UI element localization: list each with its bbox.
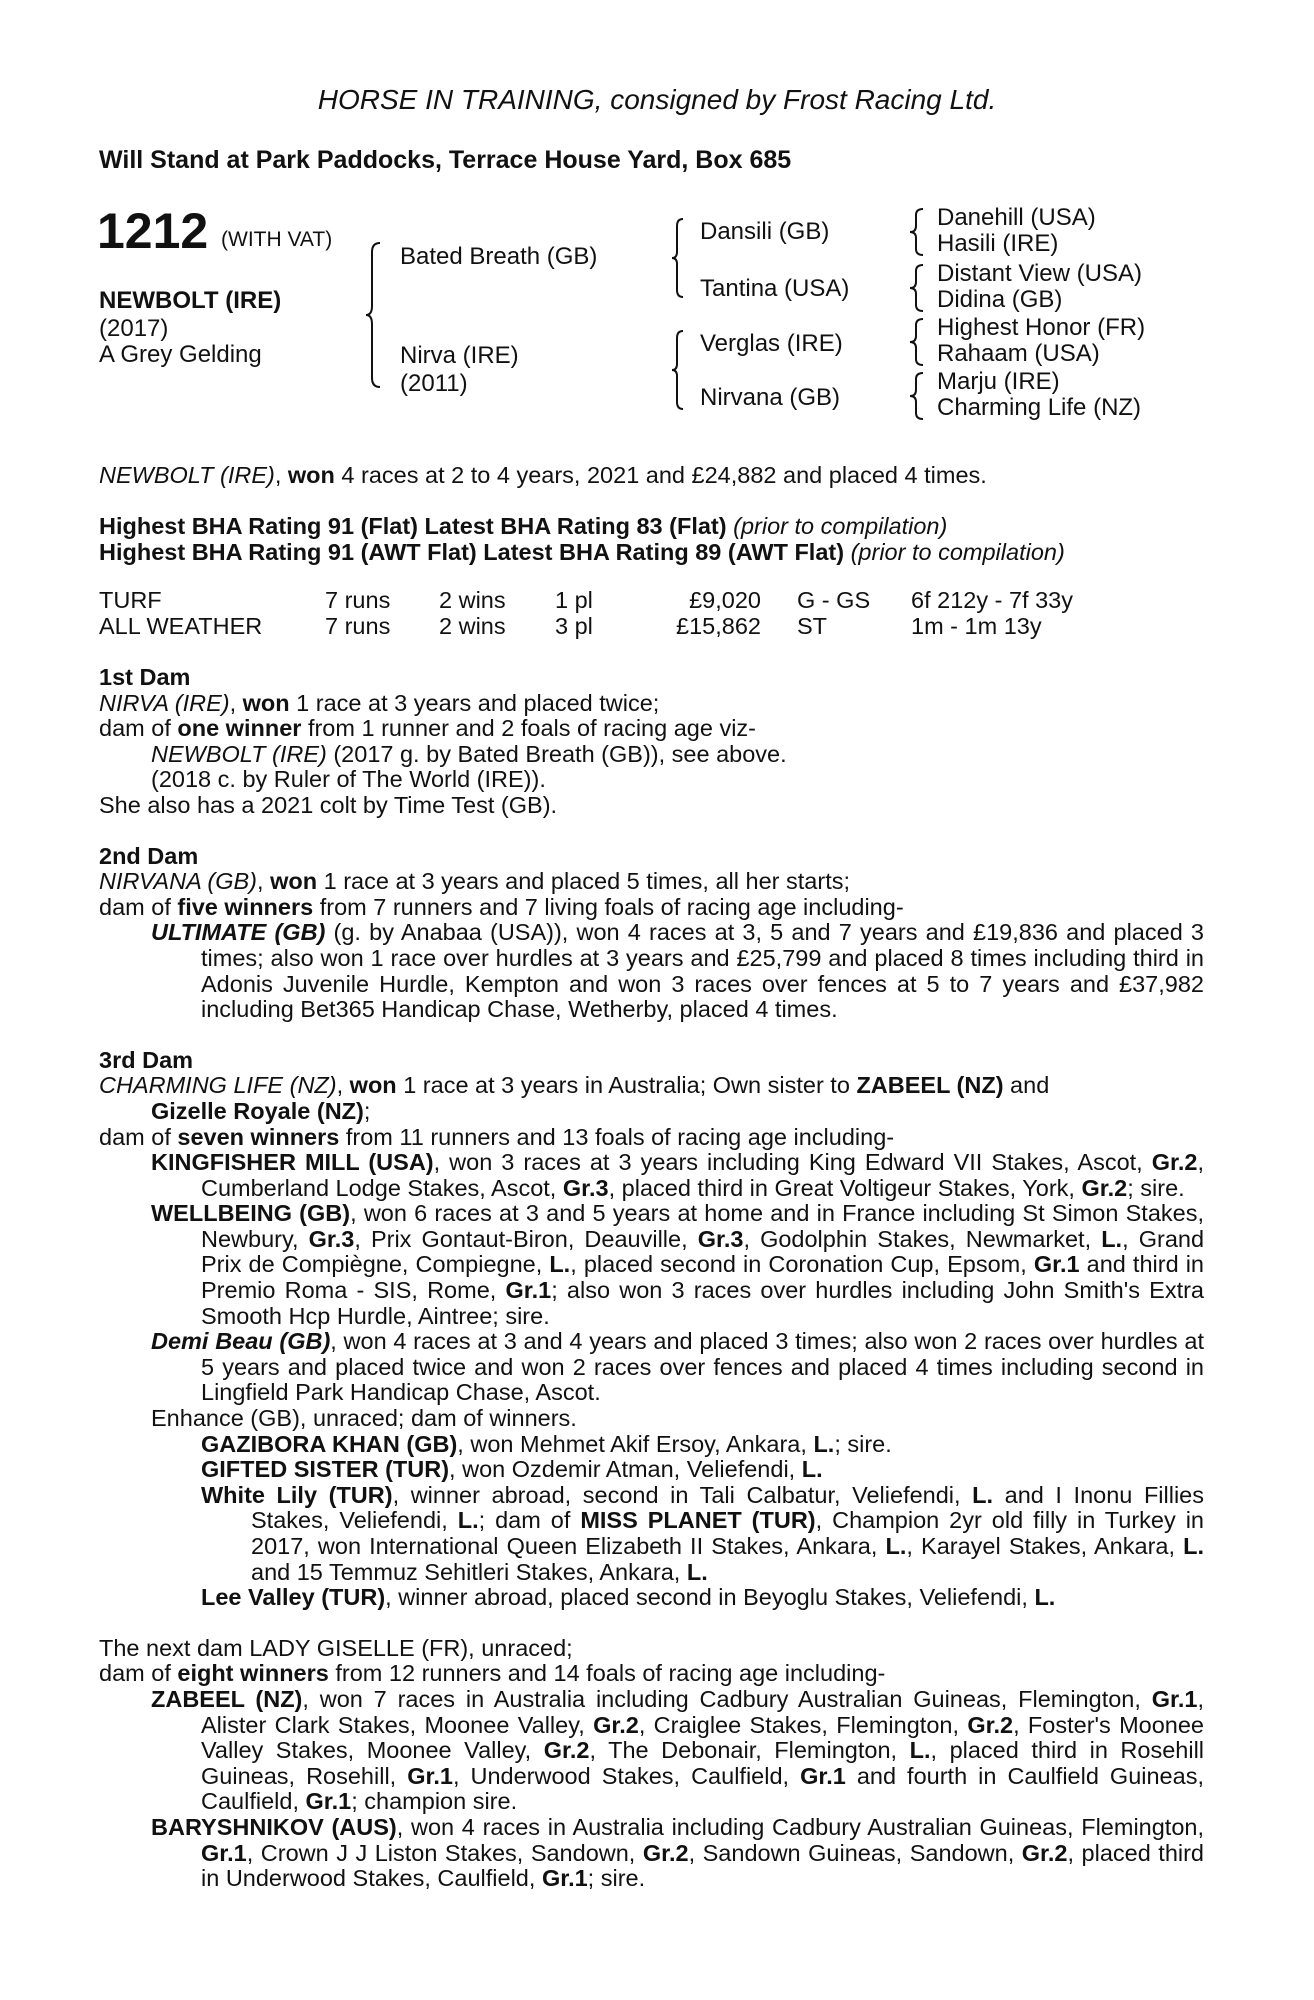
race-summary: NEWBOLT (IRE), won 4 races at 2 to 4 years, 2021 and £24,882 and placed 4 times. [99,462,987,488]
pedigree-brace-g4-4 [907,370,927,422]
pedigree-dam-year: (2011) [400,370,468,397]
first-dam-heading: 1st Dam [99,664,191,690]
pedigree-brace-dam [669,328,687,412]
pedigree-gen4-6: Rahaam (USA) [937,340,1100,367]
pedigree-gen3-4: Nirvana (GB) [700,384,841,411]
horse-name: NEWBOLT (IRE) [99,287,282,314]
second-dam-heading: 2nd Dam [99,842,199,869]
pedigree-dam: Nirva (IRE) [400,342,519,369]
pedigree-gen4-4: Didina (GB) [937,286,1063,313]
third-dam-heading: 3rd Dam [99,1046,194,1073]
pedigree-brace-main [364,240,386,390]
awt-rating: Highest BHA Rating 91 (AWT Flat) Latest BHA Rating 89 (AWT Flat) [99,538,845,565]
performance-table [99,587,1073,639]
next-dam-line: The next dam LADY GISELLE (FR), unraced; [99,1634,573,1661]
lot-number: 1212 [97,203,209,259]
consignment-title: HORSE IN TRAINING, consigned by Frost Racing Ltd. [317,84,997,115]
table-row: TURF 7 runs 2 wins 1 pl £9,020 G - GS 6f 212y - 7f 33y [99,587,1073,613]
pedigree-gen4-1: Danehill (USA) [937,204,1096,231]
stand-location: Will Stand at Park Paddocks, Terrace House Yard, Box 685 [99,146,792,174]
flat-rating: Highest BHA Rating 91 (Flat) Latest BHA Rating 83 (Flat) [99,513,727,539]
horse-description: A Grey Gelding [99,341,262,368]
pedigree-gen4-5: Highest Honor (FR) [937,314,1146,341]
pedigree-gen3-1: Dansili (GB) [700,218,830,245]
vat-note: (WITH VAT) [221,228,333,251]
summary-horse-name: NEWBOLT (IRE) [99,462,275,488]
pedigree-gen4-2: Hasili (IRE) [937,230,1059,257]
pedigree-gen4-7: Marju (IRE) [937,368,1060,395]
pedigree-gen3-3: Verglas (IRE) [700,330,843,357]
pedigree-gen3-2: Tantina (USA) [700,275,850,302]
table-row: ALL WEATHER 7 runs 2 wins 3 pl £15,862 ST 1m - 1m 13y [99,613,1042,639]
pedigree-sire: Bated Breath (GB) [400,243,598,270]
pedigree-gen4-3: Distant View (USA) [937,260,1142,287]
pedigree-gen4-8: Charming Life (NZ) [937,394,1142,421]
pedigree-brace-g4-1 [907,206,927,258]
ratings-block: Highest BHA Rating 91 (Flat) Latest BHA Rating 83 (Flat) (prior to compilation) Highest BHA Rating 91 (AWT Flat) Latest BHA Rating 89 (AWT Flat) (prior to compilation) [99,513,1065,565]
pedigree-brace-g4-2 [907,262,927,314]
foaling-year: (2017) [99,315,169,342]
pedigree-brace-g4-3 [907,316,927,368]
family-section: 1st Dam NIRVA (IRE), won 1 race at 3 years and placed twice; dam of one winner from 1 runner and 2 foals of racing age viz- NEWBOLT (IRE) (2017 g. by Bated Breath (GB)), see above. (2018 c. by Ruler of The World (IRE)). She also has a 2021 colt by Time Test (GB). 2nd Dam NIRVANA (GB), won 1 race at 3 years and placed 5 times, all her starts; dam of five winners from 7 runners and 7 living foals of racing age including- ULTIMATE (GB) (g. by Anabaa (USA)), won 4 races at 3, 5 and 7 years and £19,836 and placed 3 times; also won 1 race over hurdles at 3 years and £25,799 and placed 8 times including third in Adonis Juvenile Hurdle, Kempton and won 3 races over fences at 5 to 7 years and £37,982 including Bet365 Handicap Chase, Wetherby, placed 4 times. 3rd Dam CHARMING LIFE (NZ), won 1 race at 3 years in Australia; Own sister to ZABEEL (NZ) and Gizelle Royale (NZ); dam of seven winners from 11 runners and 13 foals of racing age including- KINGFISHER MILL (USA), won 3 races at 3 years including King Edward VII Stakes, Ascot, Gr.2, Cumberland Lodge Stakes, Ascot, Gr.3, placed third in Great Voltigeur Stakes, York, Gr.2; sire. WELLBEING (GB), won 6 races at 3 and 5 years at home and in France including St Simon Stakes, Newbury, Gr.3, Prix Gontaut-Biron, Deauville, Gr.3, Godolphin Stakes, Newmarket, L., Grand Prix de Compiègne, Compiegne, L., placed second in Coronation Cup, Epsom, Gr.1 and third in Premio Roma - SIS, Rome, Gr.1; also won 3 races over hurdles including John Smith's Extra Smooth Hcp Hurdle, Aintree; sire. Demi Beau (GB), won 4 races at 3 and 4 years and placed 3 times; also won 2 races over hurdles at 5 years and placed twice and won 2 races over fences and placed 4 times including second in Lingfield Park Handicap Chase, Ascot. Enhance (GB), unraced; dam of winners. GAZIBORA KHAN (GB), won Mehmet Akif Ersoy, Ankara, L.; sire. GIFTED SISTER (TUR), won Ozdemir Atman, Veliefendi, L. White Lily (TUR), winner abroad, second in Tali Calbatur, Veliefendi, L. and I Inonu Fillies Stakes, Veliefendi, L.; dam of MISS PLANET (TUR), Champion 2yr old filly in Turkey in 2017, won International Queen Elizabeth II Stakes, Ankara, L., Karayel Stakes, Ankara, L. and 15 Temmuz Sehitleri Stakes, Ankara, L. Lee Valley (TUR), winner abroad, placed second in Beyoglu Stakes, Veliefendi, L. The next dam LADY GISELLE (FR), unraced; dam of eight winners from 12 runners and 14 foals of racing age including- ZABEEL (NZ), won 7 races in Australia including Cadbury Australian Guineas, Flemington, Gr.1, Alister Clark Stakes, Moonee Valley, Gr.2, Craiglee Stakes, Flemington, Gr.2, Foster's Moonee Valley Stakes, Moonee Valley, Gr.2, The Debonair, Flemington, L., placed third in Rosehill Guineas, Rosehill, Gr.1, Underwood Stakes, Caulfield, Gr.1 and fourth in Caulfield Guineas, Caulfield, Gr.1; champion sire. BARYSHNIKOV (AUS), won 4 races in Australia including Cadbury Australian Guineas, Flemington, Gr.1, Crown J J Liston Stakes, Sandown, Gr.2, Sandown Guineas, Sandown, Gr.2, placed third in Underwood Stakes, Caulfield, Gr.1; sire. [99,664,1205,1892]
pedigree-brace-sire [669,216,687,300]
